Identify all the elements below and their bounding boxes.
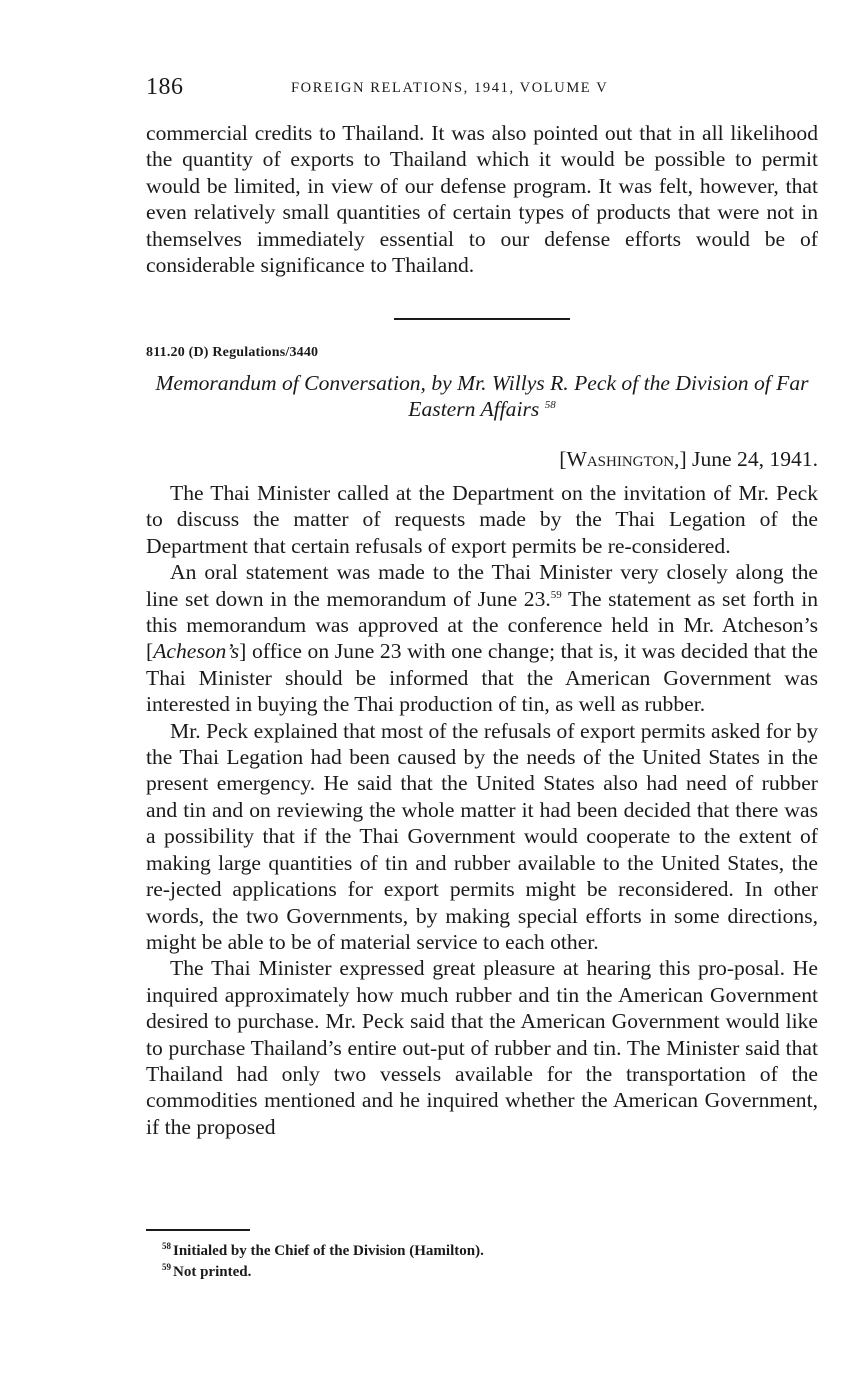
footnote-marker-58: 58 [544, 399, 556, 412]
dateline-bracket-close: ,] [674, 447, 687, 471]
footnote-58-text: Initialed by the Chief of the Division (Hamilton). [173, 1243, 484, 1259]
dateline-place: Washington [566, 447, 675, 471]
file-reference: 811.20 (D) Regulations/3440 [146, 345, 319, 360]
paragraph-3: Mr. Peck explained that most of the refusals of export permits asked for by the Thai Legation had been caused by the needs of the United States in the present emergency. He said that the United States also had need of rubber and tin and on reviewing the whole matter it had been decided that there was a possibility that if the Thai Government would cooperate to the extent of making large quantities of tin and rubber available to the United States, the re-jected applications for export permits might be reconsidered. In other words, the two Governments, by making special efforts in some directions, might be able to be of material service to each other. [146, 718, 818, 954]
footnote-58-marker: 58 [162, 1241, 171, 1251]
paragraph-2-italic: Acheson’s [153, 639, 240, 664]
paragraph-2-part-1: An oral statement was made to the Thai Minister very closely along the line set down in the memorandum of June 23. [146, 560, 818, 611]
paragraph-2 [146, 559, 818, 717]
paragraph-2-part-3: ] office on June 23 with one change; that is, it was decided that the Thai Minister should be informed that the American Government was interested in buying the Thai production of tin, as well as rubber. [146, 639, 818, 717]
dateline-bracket-open: [ [559, 447, 567, 471]
footnote-59-marker: 59 [162, 1262, 171, 1272]
dateline-date: June 24, 1941. [686, 447, 818, 471]
paragraph-4: The Thai Minister expressed great pleasure at hearing this pro-posal. He inquired approximately how much rubber and tin the American Government desired to purchase. Mr. Peck said that the American Government would like to purchase Thailand’s entire out-put of rubber and tin. The Minister said that Thailand had only two vessels available for the transportation of the commodities mentioned and he inquired whether the American Government, if the proposed [146, 956, 818, 1139]
footnotes [162, 1241, 484, 1283]
document-title [146, 370, 818, 423]
paragraph-1: The Thai Minister called at the Department on the invitation of Mr. Peck to discuss the matter of requests made by the Thai Legation of the Department that certain refusals of export permits be re-considered. [146, 481, 818, 558]
document-title-text: Memorandum of Conversation, by Mr. Willys R. Peck of the Division of Far Eastern Affairs [155, 371, 809, 422]
memorandum-body [146, 480, 818, 1140]
footnote-marker-59: 59 [550, 588, 562, 601]
paragraph-2-part-2: The statement as set forth in this memorandum was approved at the conference held in Mr. Atcheson’s [ [146, 586, 818, 664]
footnote-rule [146, 1229, 250, 1231]
section-divider [394, 318, 570, 320]
footnote-59 [162, 1262, 484, 1283]
footnote-59-text: Not printed. [173, 1264, 252, 1280]
continued-paragraph: commercial credits to Thailand. It was also pointed out that in all likelihood the quantity of exports to Thailand which it would be possible to permit would be limited, in view of our defense program. It was felt, however, that even relatively small quantities of certain types of products that were not in themselves immediately essential to our defense efforts would be of considerable significance to Thailand. [146, 121, 818, 278]
footnote-58 [162, 1241, 484, 1262]
running-title: FOREIGN RELATIONS, 1941, VOLUME V [291, 80, 609, 96]
dateline [559, 447, 818, 472]
running-head [146, 74, 818, 102]
page-number: 186 [146, 74, 184, 100]
